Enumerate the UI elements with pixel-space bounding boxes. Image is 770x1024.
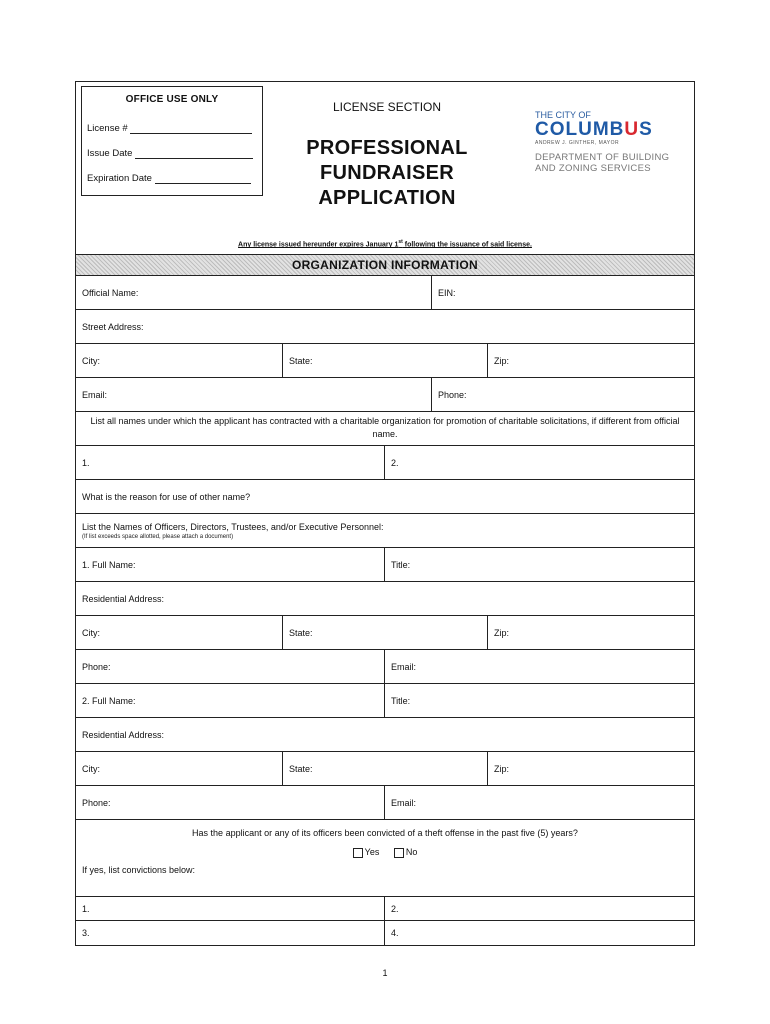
form-row [76,446,694,480]
license-number-label: License # [87,123,128,134]
officer-1-address-field[interactable]: Residential Address: [82,593,165,604]
expire-text-pre: Any license issued hereunder expires January 1 [238,241,399,249]
officer-2-address-field[interactable]: Residential Address: [82,729,165,740]
conviction-1-field[interactable]: 1. [82,903,90,914]
form-title-line-1: PROFESSIONAL [306,137,468,159]
no-checkbox[interactable] [394,848,404,858]
form-row [76,718,694,752]
ein-field[interactable]: EIN: [431,276,694,309]
if-yes-label: If yes, list convictions below: [82,865,196,875]
logo-wordmark [535,120,669,140]
form-row [76,276,694,310]
section-title: ORGANIZATION INFORMATION [76,255,694,276]
zip-field[interactable]: Zip: [487,344,694,377]
email-field[interactable]: Email: [82,389,108,400]
state-field[interactable]: State: [282,344,487,377]
officer-2-title-field[interactable]: Title: [384,684,694,717]
form-row [76,786,694,820]
convictions-question-block [76,820,694,897]
form-row [76,548,694,582]
form-row [76,514,694,548]
no-label: No [405,847,418,857]
conviction-3-field[interactable]: 3. [82,928,90,938]
convictions-options [76,847,694,858]
conviction-4-field[interactable]: 4. [384,921,694,945]
officers-instruction-text: List the Names of Officers, Directors, Trustees, and/or Executive Personnel: [82,521,384,532]
phone-field[interactable]: Phone: [431,378,694,411]
expiration-date-blank[interactable] [155,174,251,184]
license-number-line[interactable] [87,123,252,134]
license-section-label: LICENSE SECTION [333,100,442,114]
form-row [76,344,694,378]
officer-2-phone-field[interactable]: Phone: [82,797,111,808]
form-row [76,582,694,616]
yes-checkbox[interactable] [353,848,363,858]
form-row [76,310,694,344]
logo-dept-line-1: DEPARTMENT OF BUILDING [535,152,670,163]
no-option[interactable] [394,847,418,857]
form-row [76,921,694,945]
form-row [76,897,694,921]
city-field[interactable]: City: [82,355,100,366]
logo-line-1: THE CITY OF [535,110,591,120]
logo-word-c: S [639,119,653,140]
logo-dept-line-2: AND ZONING SERVICES [535,163,651,174]
expire-text-post: following the issuance of said license. [402,241,532,249]
license-number-blank[interactable] [130,124,252,134]
officer-1-state-field[interactable]: State: [282,616,487,649]
officer-1-phone-field[interactable]: Phone: [82,661,111,672]
office-use-title: OFFICE USE ONLY [125,94,219,105]
officer-1-full-name-field[interactable]: 1. Full Name: [82,559,136,570]
form-title-line-3: APPLICATION [318,187,456,209]
logo-word-a: COLUMB [535,119,625,140]
logo-tagline: ANDREW J. GINTHER, MAYOR [535,140,620,146]
street-address-field[interactable]: Street Address: [82,321,144,332]
expiration-date-line[interactable] [87,173,251,184]
officer-1-city-field[interactable]: City: [82,627,100,638]
form-row [76,650,694,684]
logo-department [535,152,669,174]
other-names-instruction: List all names under which the applicant has contracted with a charitable organization for promotion of charitable solicitations, if different from official name. [90,416,680,439]
form-title-line-2: FUNDRAISER [319,162,455,184]
officer-2-email-field[interactable]: Email: [384,786,694,819]
form-row [76,480,694,514]
application-form [75,81,695,946]
conviction-2-field[interactable]: 2. [384,897,694,920]
officer-2-city-field[interactable]: City: [82,763,100,774]
officer-1-title-field[interactable]: Title: [384,548,694,581]
form-header [76,82,694,255]
convictions-question: Has the applicant or any of its officers been convicted of a theft offense in the past five (5) years? [192,828,578,838]
officer-2-state-field[interactable]: State: [282,752,487,785]
officers-instruction-note: (If list exceeds space allotted, please attach a document) [82,533,234,540]
license-expiration-notice [76,239,694,248]
yes-option[interactable] [353,847,380,857]
expiration-date-label: Expiration Date [87,173,152,184]
issue-date-line[interactable] [87,148,253,159]
officers-instruction [76,514,694,547]
officer-2-full-name-field[interactable]: 2. Full Name: [82,695,136,706]
form-row [76,378,694,412]
form-row [76,616,694,650]
form-row [76,412,694,446]
other-name-2-field[interactable]: 2. [384,446,694,479]
issue-date-blank[interactable] [135,149,253,159]
form-title [292,136,482,211]
logo-word-b: U [624,119,640,140]
officer-1-email-field[interactable]: Email: [384,650,694,683]
expire-sup: st [398,239,403,245]
reason-other-name-field[interactable]: What is the reason for use of other name? [82,491,251,502]
city-logo [535,110,669,174]
page-number: 1 [382,968,388,978]
officer-1-zip-field[interactable]: Zip: [487,616,694,649]
officer-2-zip-field[interactable]: Zip: [487,752,694,785]
form-row [76,752,694,786]
issue-date-label: Issue Date [87,148,133,159]
other-name-1-field[interactable]: 1. [82,457,90,468]
yes-label: Yes [364,847,380,857]
form-row [76,684,694,718]
official-name-field[interactable]: Official Name: [82,287,139,298]
office-use-box [81,86,263,196]
